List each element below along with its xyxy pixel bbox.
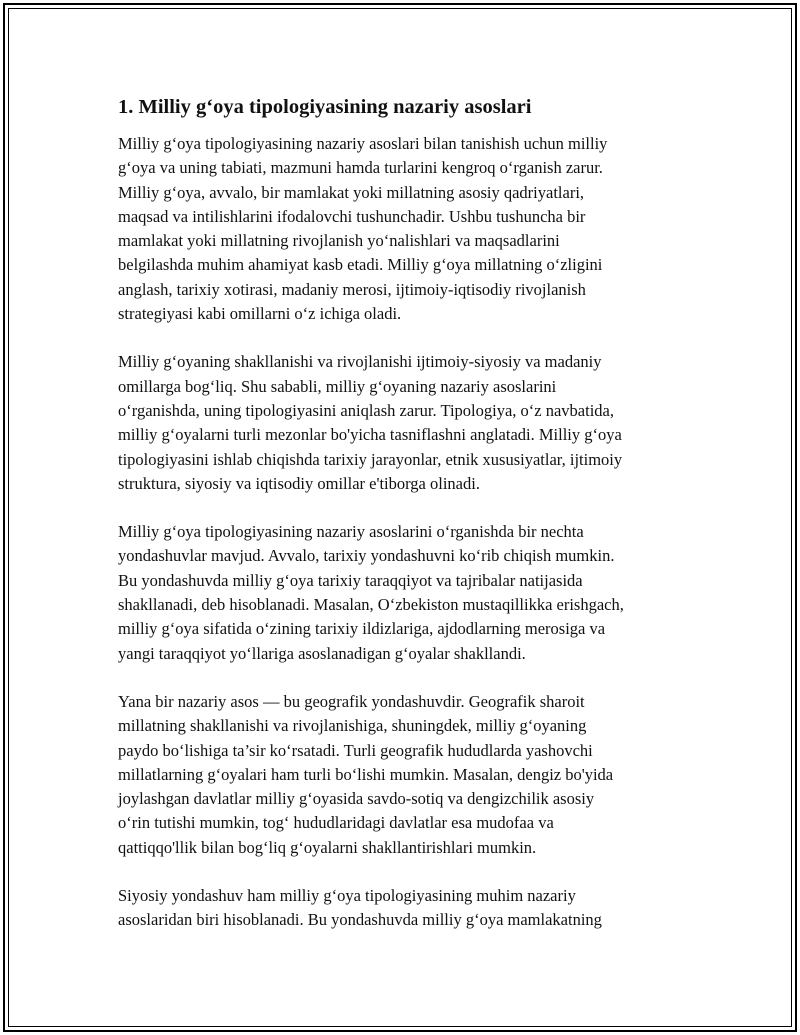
text-line: paydo bo‘lishiga ta’sir ko‘rsatadi. Turli geografik hududlarda yashovchi — [118, 740, 593, 760]
text-line: milliy g‘oyalarni turli mezonlar bo'yicha tasniflashni anglatadi. Milliy g‘oya — [118, 425, 622, 445]
text-line: omillarga bog‘liq. Shu sababli, milliy g‘oyaning nazariy asoslarini — [118, 376, 557, 396]
text-line: shakllanadi, deb hisoblanadi. Masalan, O‘zbekiston mustaqillikka erishgach, — [118, 595, 624, 615]
text-line: anglash, tarixiy xotirasi, madaniy merosi, ijtimoiy-iqtisodiy rivojlanish — [118, 279, 586, 299]
text-line: qattiqqo'llik bilan bog‘liq g‘oyalarni shakllantirishlari mumkin. — [118, 837, 537, 857]
paragraph-list — [118, 132, 688, 933]
text-line: Milliy g‘oya tipologiyasining nazariy asoslarini o‘rganishda bir nechta — [118, 522, 584, 542]
text-line: yangi taraqqiyot yo‘llariga asoslanadigan g‘oyalar shakllandi. — [118, 643, 526, 663]
text-line: struktura, siyosiy va iqtisodiy omillar e'tiborga olinadi. — [118, 473, 480, 493]
text-line: g‘oya va uning tabiati, mazmuni hamda turlarini kengroq o‘rganish zarur. — [118, 158, 603, 178]
text-line: Milliy g‘oya tipologiyasining nazariy asoslari bilan tanishish uchun milliy — [118, 134, 608, 153]
paragraph — [118, 884, 688, 933]
paragraph — [118, 350, 688, 496]
document-body — [118, 94, 688, 957]
text-line: mamlakat yoki millatning rivojlanish yo‘nalishlari va maqsadlarini — [118, 231, 560, 251]
text-line: maqsad va intilishlarini ifodalovchi tushunchadir. Ushbu tushuncha bir — [118, 206, 586, 226]
text-line: Siyosiy yondashuv ham milliy g‘oya tipologiyasining muhim nazariy — [118, 886, 576, 906]
paragraph — [118, 520, 688, 666]
section-heading: 1. Milliy g‘oya tipologiyasining nazariy asoslari — [118, 96, 532, 118]
paragraph — [118, 132, 688, 326]
text-line: o‘rganishda, uning tipologiyasini aniqlash zarur. Tipologiya, o‘z navbatida, — [118, 400, 614, 420]
text-line: strategiyasi kabi omillarni o‘z ichiga oladi. — [118, 304, 402, 324]
text-line: Milliy g‘oyaning shakllanishi va rivojlanishi ijtimoiy-siyosiy va madaniy — [118, 352, 602, 372]
text-line: o‘rin tutishi mumkin, tog‘ hududlaridagi davlatlar esa mudofaa va — [118, 813, 554, 833]
text-line: tipologiyasini ishlab chiqishda tarixiy jarayonlar, etnik xususiyatlar, ijtimoiy — [118, 449, 623, 469]
text-line: millatlarning g‘oyalari ham turli bo‘lishi mumkin. Masalan, dengiz bo'yida — [118, 764, 614, 784]
text-line: asoslaridan biri hisoblanadi. Bu yondashuvda milliy g‘oya mamlakatning — [118, 910, 602, 930]
text-line: millatning shakllanishi va rivojlanishiga, shuningdek, milliy g‘oyaning — [118, 716, 587, 736]
text-line: belgilashda muhim ahamiyat kasb etadi. Milliy g‘oya millatning o‘zligini — [118, 255, 603, 275]
paragraph — [118, 690, 688, 860]
text-line: Bu yondashuvda milliy g‘oya tarixiy taraqqiyot va tajribalar natijasida — [118, 570, 583, 590]
text-line: Yana bir nazariy asos — bu geografik yondashuvdir. Geografik sharoit — [118, 691, 585, 711]
text-line: yondashuvlar mavjud. Avvalo, tarixiy yondashuvni ko‘rib chiqish mumkin. — [118, 546, 615, 566]
text-line: Milliy g‘oya, avvalo, bir mamlakat yoki millatning asosiy qadriyatlari, — [118, 182, 585, 202]
text-line: joylashgan davlatlar milliy g‘oyasida savdo-sotiq va dengizchilik asosiy — [118, 789, 595, 809]
text-line: milliy g‘oya sifatida o‘zining tarixiy ildizlariga, ajdodlarning merosiga va — [118, 619, 606, 639]
